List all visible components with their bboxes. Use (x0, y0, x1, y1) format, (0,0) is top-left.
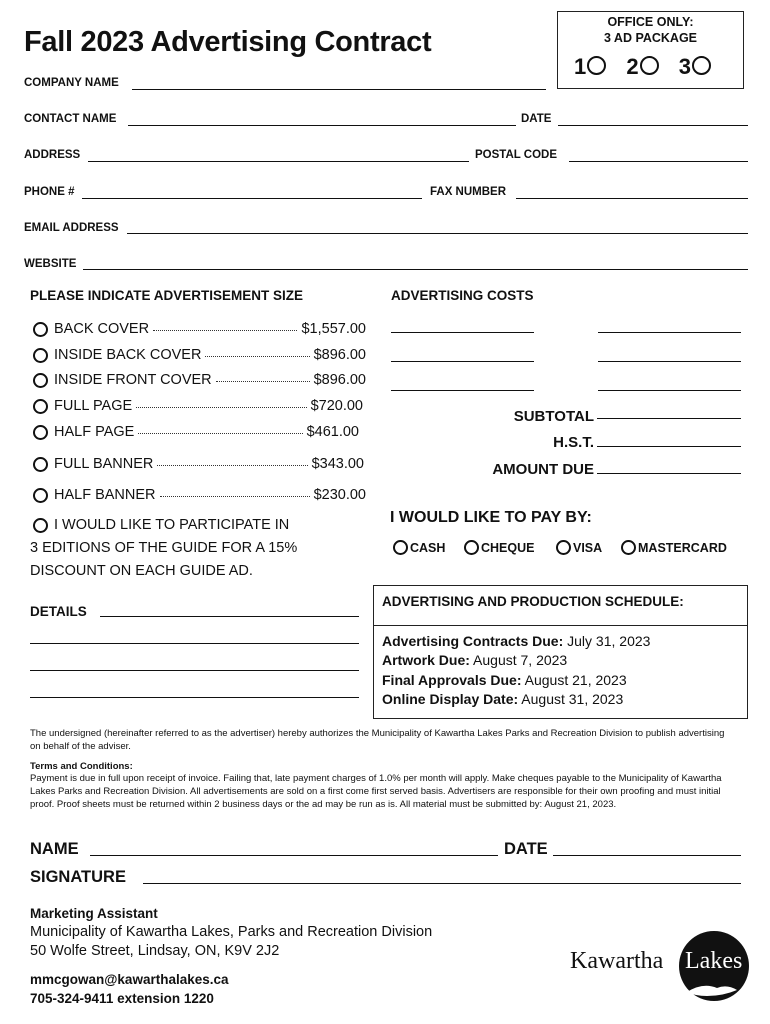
office-only-box (557, 11, 744, 89)
radio-circle-icon (621, 540, 636, 555)
subtotal-label: SUBTOTAL (513, 408, 594, 425)
radio-circle-icon (692, 56, 711, 75)
name-label: NAME (30, 840, 79, 858)
advertising-costs-heading: ADVERTISING COSTS (391, 288, 534, 303)
kawartha-lakes-logo (570, 928, 750, 1008)
amount-due-field[interactable] (597, 473, 741, 474)
radio-circle-icon (640, 56, 659, 75)
amount-due-label: AMOUNT DUE (492, 461, 594, 478)
page-title: Fall 2023 Advertising Contract (24, 26, 432, 58)
details-field[interactable] (30, 670, 359, 671)
ad-size-option-inside-back-cover[interactable]: INSIDE BACK COVER $896.00 (33, 347, 366, 363)
schedule-row: Advertising Contracts Due: July 31, 2023 (382, 633, 651, 649)
radio-circle-icon (393, 540, 408, 555)
radio-circle-icon (33, 322, 48, 337)
details-field[interactable] (30, 643, 359, 644)
ad-size-option-back-cover[interactable]: BACK COVER $1,557.00 (33, 321, 366, 337)
contact-email[interactable]: mmcgowan@kawarthalakes.ca (30, 972, 229, 987)
fax-label: FAX NUMBER (430, 186, 507, 198)
radio-circle-icon (33, 425, 48, 440)
radio-circle-icon (33, 488, 48, 503)
participate-text-line3: DISCOUNT ON EACH GUIDE AD. (30, 563, 253, 579)
sign-date-label: DATE (504, 840, 548, 858)
company-name-field[interactable] (132, 89, 546, 90)
ad-size-option-full-banner[interactable]: FULL BANNER $343.00 (33, 456, 364, 472)
details-label: DETAILS (30, 604, 87, 619)
name-field[interactable] (90, 855, 498, 856)
participate-text-line2: 3 EDITIONS OF THE GUIDE FOR A 15% (30, 540, 298, 556)
cost-field[interactable] (391, 390, 534, 391)
schedule-row: Final Approvals Due: August 21, 2023 (382, 672, 627, 688)
radio-circle-icon (33, 399, 48, 414)
package-option-2[interactable]: 2 (626, 54, 658, 79)
ad-size-option-half-banner[interactable]: HALF BANNER $230.00 (33, 487, 366, 503)
details-field[interactable] (100, 616, 359, 617)
cost-field[interactable] (598, 390, 741, 391)
contact-address: 50 Wolfe Street, Lindsay, ON, K9V 2J2 (30, 943, 280, 959)
company-name-label: COMPANY NAME (24, 77, 119, 89)
hst-label: H.S.T. (553, 434, 594, 451)
cost-field[interactable] (598, 332, 741, 333)
schedule-row: Online Display Date: August 31, 2023 (382, 691, 624, 707)
schedule-row: Artwork Due: August 7, 2023 (382, 652, 568, 668)
email-label: EMAIL ADDRESS (24, 222, 119, 234)
cost-field[interactable] (391, 361, 534, 362)
postal-code-field[interactable] (569, 161, 748, 162)
contact-phone: 705-324-9411 extension 1220 (30, 991, 214, 1006)
ad-size-heading: PLEASE INDICATE ADVERTISEMENT SIZE (30, 288, 304, 303)
pay-option-mastercard[interactable]: MASTERCARD (621, 540, 727, 555)
ad-size-option-inside-front-cover[interactable]: INSIDE FRONT COVER $896.00 (33, 372, 366, 388)
participate-option[interactable]: I WOULD LIKE TO PARTICIPATE IN (33, 517, 289, 533)
authorization-text: The undersigned (hereinafter referred to as the advertiser) hereby authorizes the Municipality of Kawartha Lakes Parks and Recreation Division to publish advertising on behalf of the adviser. (30, 728, 725, 752)
contact-org: Municipality of Kawartha Lakes, Parks and Recreation Division (30, 924, 433, 940)
schedule-heading: ADVERTISING AND PRODUCTION SCHEDULE: (374, 586, 747, 626)
cost-field[interactable] (598, 361, 741, 362)
postal-code-label: POSTAL CODE (475, 149, 557, 161)
pay-option-visa[interactable]: VISA (556, 540, 602, 555)
contact-role: Marketing Assistant (30, 906, 158, 921)
fax-field[interactable] (516, 198, 748, 199)
email-field[interactable] (127, 233, 748, 234)
radio-circle-icon (33, 457, 48, 472)
date-label: DATE (521, 113, 552, 125)
package-option-3[interactable]: 3 (679, 54, 711, 79)
radio-circle-icon (587, 56, 606, 75)
pay-option-cash[interactable]: CASH (393, 540, 445, 555)
website-label: WEBSITE (24, 258, 77, 270)
pay-by-heading: I WOULD LIKE TO PAY BY: (390, 509, 592, 526)
radio-circle-icon (33, 348, 48, 363)
logo-word-lakes: Lakes (685, 948, 743, 974)
radio-circle-icon (33, 518, 48, 533)
contact-name-field[interactable] (128, 125, 516, 126)
terms-title: Terms and Conditions: (30, 761, 133, 772)
radio-circle-icon (556, 540, 571, 555)
phone-field[interactable] (82, 198, 422, 199)
contact-name-label: CONTACT NAME (24, 113, 117, 125)
cost-field[interactable] (391, 332, 534, 333)
radio-circle-icon (33, 373, 48, 388)
address-label: ADDRESS (24, 149, 81, 161)
ad-size-option-full-page[interactable]: FULL PAGE $720.00 (33, 398, 363, 414)
ad-size-option-half-page[interactable]: HALF PAGE $461.00 (33, 424, 359, 440)
signature-label: SIGNATURE (30, 868, 126, 886)
date-field[interactable] (558, 125, 748, 126)
ad-package-label: 3 AD PACKAGE (603, 31, 698, 45)
details-field[interactable] (30, 697, 359, 698)
signature-field[interactable] (143, 883, 741, 884)
loon-icon (683, 980, 743, 1000)
pay-option-cheque[interactable]: CHEQUE (464, 540, 534, 555)
radio-circle-icon (464, 540, 479, 555)
package-option-1[interactable]: 1 (574, 54, 606, 79)
address-field[interactable] (88, 161, 469, 162)
hst-field[interactable] (597, 446, 741, 447)
office-only-label: OFFICE ONLY: (607, 15, 694, 29)
subtotal-field[interactable] (597, 418, 741, 419)
logo-word-kawartha: Kawartha (570, 948, 664, 974)
phone-label: PHONE # (24, 186, 75, 198)
terms-text: Payment is due in full upon receipt of invoice. Failing that, late payment charges of 1.0% per month will apply. Make cheques payable to the Municipality of Kawartha Lakes Parks and Recreation Division. All advertisements are sold on a first come first served basis. Advertisers are responsible for their own proofing and must initial proof. Proof sheets must be returned within 2 business days or the ad may be run as is. All material must be submitted by: August 21, 2023. (30, 773, 722, 810)
website-field[interactable] (83, 269, 748, 270)
production-schedule-box (373, 585, 748, 719)
sign-date-field[interactable] (553, 855, 741, 856)
